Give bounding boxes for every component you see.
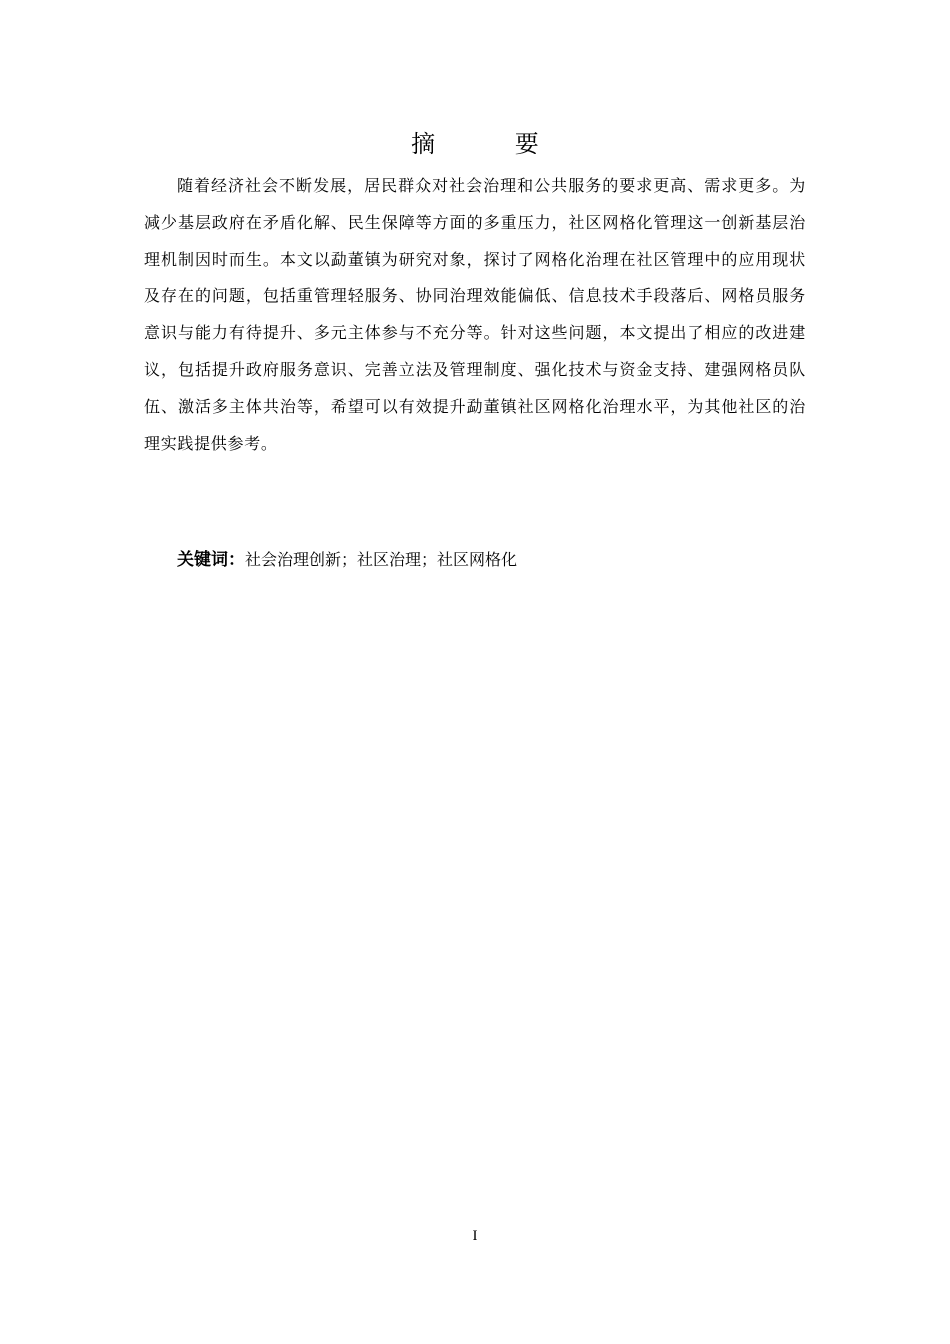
keywords-text: 社会治理创新；社区治理；社区网格化 [245, 550, 518, 569]
keywords-line [177, 542, 517, 578]
page-number: I [472, 1228, 478, 1244]
abstract-title: 摘 要 [411, 130, 575, 158]
abstract-body: 随着经济社会不断发展，居民群众对社会治理和公共服务的要求更高、需求更多。为减少基层政府在矛盾化解、民生保障等方面的多重压力，社区网格化管理这一创新基层治理机制因时而生。本文以勐董镇为研究对象，探讨了网格化治理在社区管理中的应用现状及存在的问题，包括重管理轻服务、协同治理效能偏低、信息技术手段落后、网格员服务意识与能力有待提升、多元主体参与不充分等。针对这些问题，本文提出了相应的改进建议，包括提升政府服务意识、完善立法及管理制度、强化技术与资金支持、建强网格员队伍、激活多主体共治等，希望可以有效提升勐董镇社区网格化治理水平，为其他社区的治理实践提供参考。 [144, 176, 806, 453]
keywords-label: 关键词： [177, 550, 245, 570]
